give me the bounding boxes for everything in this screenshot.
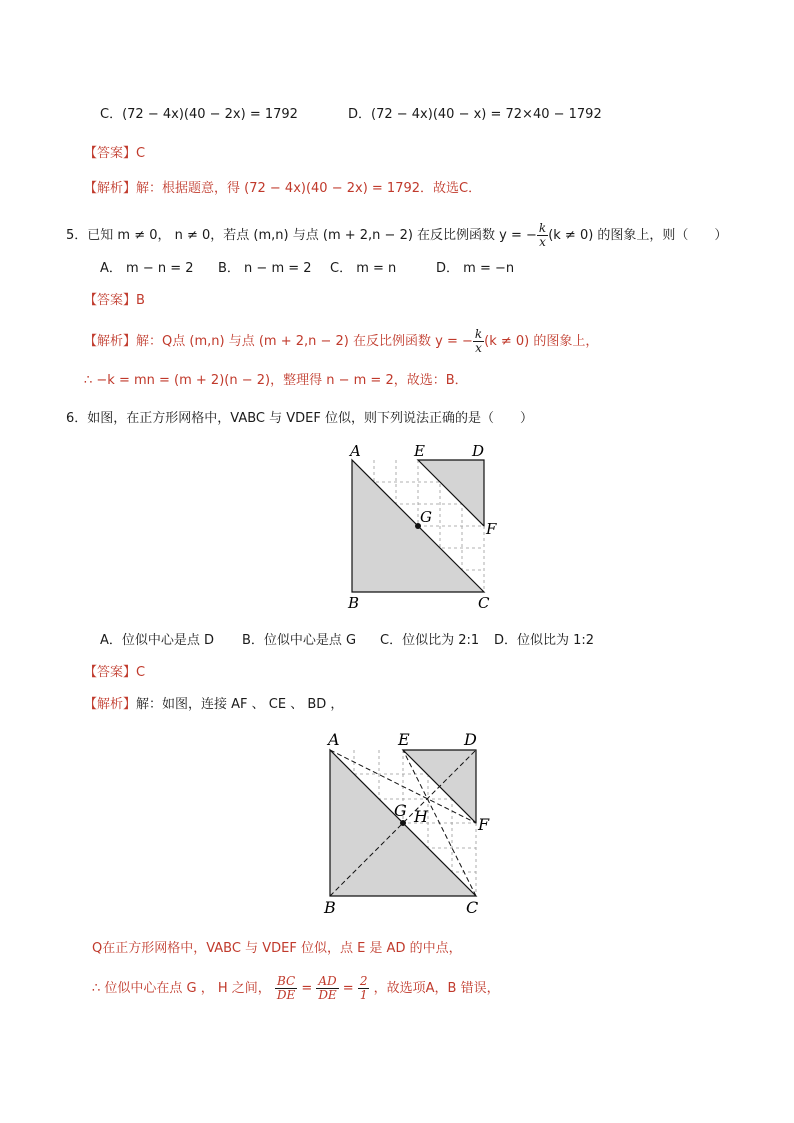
q6-analysis [84, 696, 343, 714]
fraction-2-1 [358, 975, 370, 1002]
label-a: A [350, 442, 361, 460]
point-g [400, 820, 406, 826]
analysis-text-a: 解：Q点 (m,n) 与点 (m + 2,n − 2) 在反比例函数 y = − [136, 334, 473, 349]
label-d: D [472, 442, 485, 460]
q6-option-b: B．位似中心是点 G [242, 633, 357, 648]
q4-option-d: D．(72 − 4x)(40 − x) = 72×40 − 1792 [348, 107, 602, 122]
q4-analysis [84, 180, 481, 198]
q5-analysis-fraction [473, 328, 484, 355]
q5-option-a: A． m − n = 2 [100, 261, 194, 276]
analysis-text-b: (k ≠ 0) 的图象上， [484, 334, 599, 349]
q6-figure-2 [318, 730, 498, 920]
analysis-text: 解：如图，连接 AF 、 CE 、 BD ， [136, 697, 344, 712]
q6-option-d: D．位似比为 1:2 [494, 633, 595, 648]
label-e: E [414, 442, 425, 460]
q5-analysis-line2: ∴ −k = mn = (m + 2)(n − 2)，整理得 n − m = 2，故选：B． [84, 373, 468, 388]
q5-option-c: C． m = n [330, 261, 397, 276]
q6-analysis-line3: Q在正方形网格中，VABC 与 VDEF 位似，点 E 是 AD 的中点， [92, 941, 462, 956]
frac2-den: DE [318, 988, 337, 1002]
q4-option-c: C．(72 − 4x)(40 − 2x) = 1792 [100, 107, 298, 122]
frac1-num: BC [276, 974, 296, 988]
equals-2: = [342, 981, 354, 996]
analysis-tag: 【解析】 [84, 181, 137, 196]
answer-value: C [136, 146, 146, 161]
frac1-den: DE [276, 988, 296, 1002]
q5-option-d: D． m = −n [436, 261, 515, 276]
q6-option-a: A．位似中心是点 D [100, 633, 215, 648]
analysis-tag: 【解析】 [84, 697, 137, 712]
line4-b: ，故选项A，B 错误， [373, 981, 500, 996]
fraction-bc-de [275, 975, 297, 1002]
label-c: C [466, 898, 479, 917]
equals-1: = [301, 981, 313, 996]
label-b: B [348, 594, 360, 612]
label-g: G [394, 801, 407, 820]
line4-a: ∴ 位似中心在点 G ， H 之间， [92, 981, 271, 996]
answer-value: C [136, 665, 146, 680]
q5-frac-den: x [539, 235, 546, 249]
answer-value: B [136, 293, 145, 308]
q5-stem-a: 5．已知 m ≠ 0， n ≠ 0，若点 (m,n) 与点 (m + 2,n − 2) 在反比例函数 y = − [66, 228, 537, 243]
q5-stem-b: (k ≠ 0) 的图象上，则（ ） [548, 228, 728, 243]
q5-stem [66, 222, 727, 249]
q5-analysis-frac-num: k [474, 327, 483, 341]
answer-tag: 【答案】 [84, 293, 137, 308]
q5-analysis [84, 328, 598, 355]
label-f: F [478, 815, 490, 834]
q6-analysis-line4 [92, 974, 500, 1004]
label-f: F [486, 520, 497, 538]
label-d: D [464, 730, 477, 749]
q4-answer [84, 145, 145, 163]
label-h: H [414, 807, 428, 826]
q5-option-b: B． n − m = 2 [218, 261, 312, 276]
label-e: E [398, 730, 410, 749]
fraction-ad-de [316, 975, 338, 1002]
q5-frac-num: k [538, 221, 547, 235]
label-c: C [478, 594, 490, 612]
analysis-tag: 【解析】 [84, 334, 137, 349]
frac3-den: 1 [359, 988, 368, 1002]
answer-tag: 【答案】 [84, 146, 137, 161]
q5-fraction [537, 222, 548, 249]
q5-analysis-frac-den: x [475, 341, 482, 355]
q6-stem: 6．如图，在正方形网格中，VABC 与 VDEF 位似，则下列说法正确的是（ ） [66, 411, 533, 426]
analysis-text: 解：根据题意，得 (72 − 4x)(40 − 2x) = 1792．故选C． [136, 181, 482, 196]
q6-answer [84, 664, 145, 682]
q6-option-c: C．位似比为 2:1 [380, 633, 480, 648]
frac3-num: 2 [359, 974, 368, 988]
q5-answer [84, 292, 145, 310]
q6-figure-1 [340, 442, 500, 612]
answer-tag: 【答案】 [84, 665, 137, 680]
label-g: G [420, 508, 432, 526]
label-a: A [328, 730, 340, 749]
frac2-num: AD [318, 974, 337, 988]
label-b: B [324, 898, 336, 917]
